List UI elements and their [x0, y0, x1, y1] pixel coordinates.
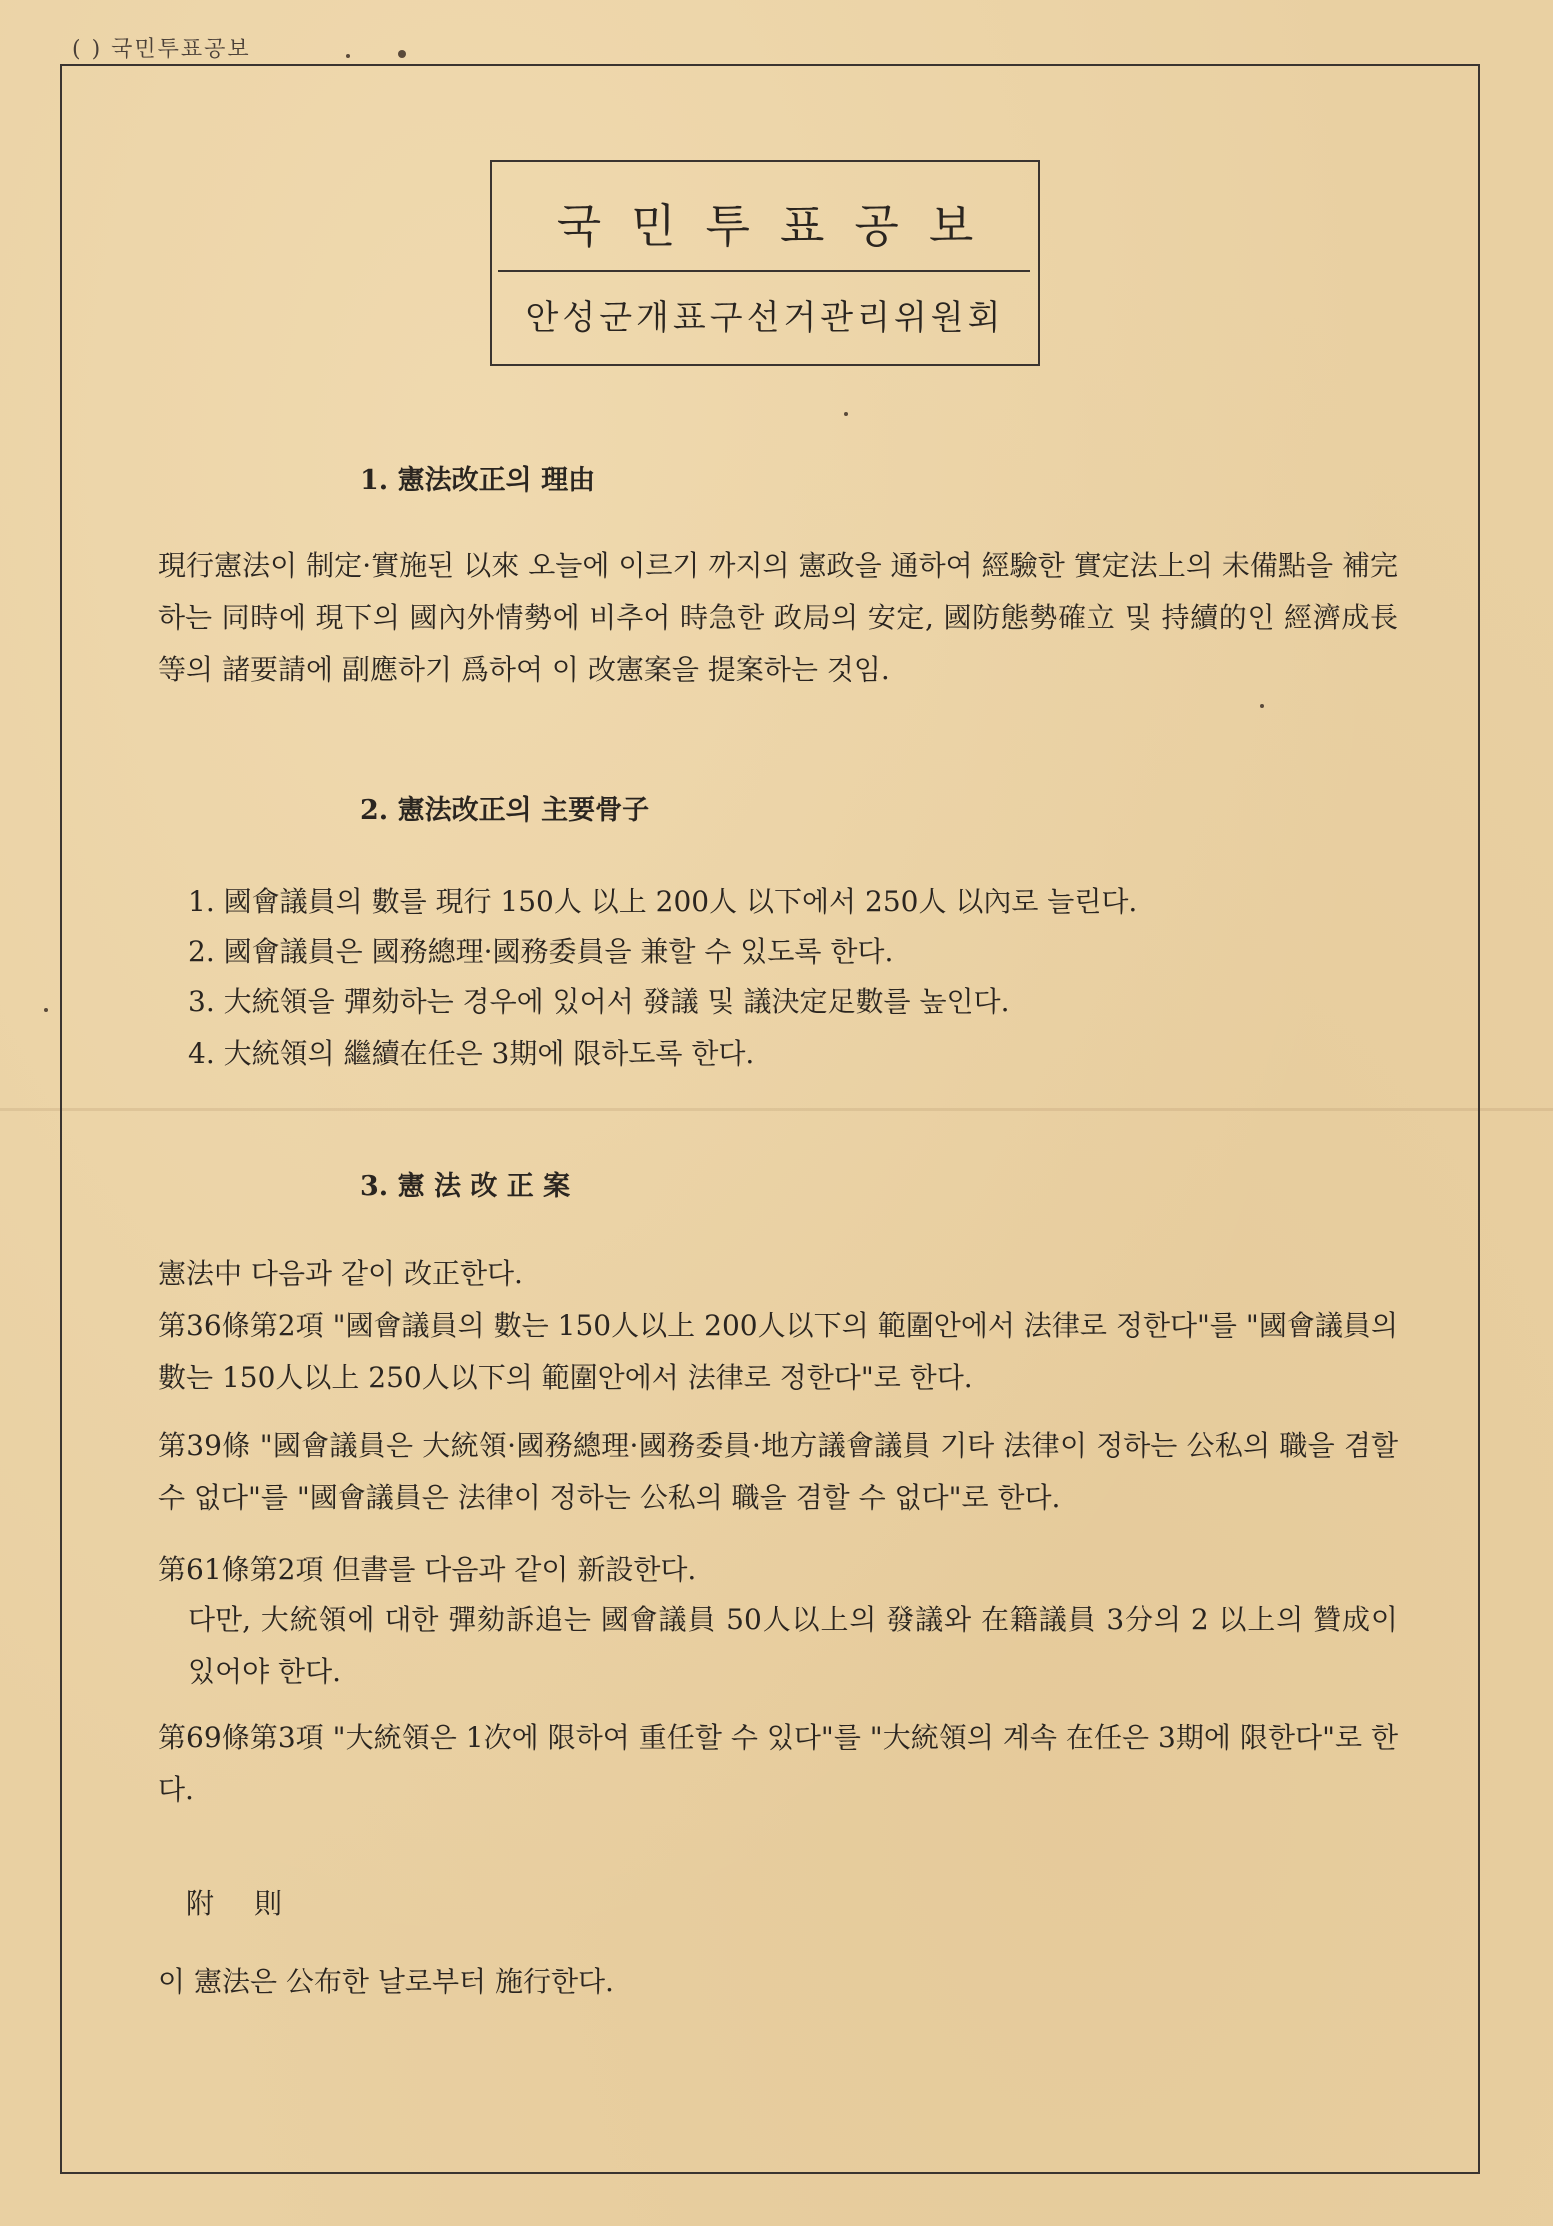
- supplementary-heading: 附則: [186, 1887, 323, 1920]
- title-box: [490, 160, 1040, 366]
- ink-speck: [44, 1008, 48, 1012]
- list-item: 2. 國會議員은 國務總理·國務委員을 兼할 수 있도록 한다.: [188, 935, 894, 968]
- page-title: 국민투표공보: [556, 199, 1004, 253]
- article-36-amendment: 第36條第2項 "國會議員의 數는 150人以上 200人以下의 範圍안에서 法律로 정한다"를 "國會議員의 數는 150人以上 250人以下의 範圍안에서 法律로 정한다"로 한다.: [158, 1309, 1398, 1394]
- header-label: ( ) 국민투표공보: [72, 37, 251, 62]
- section-3-heading: 3. 憲 法 改 正 案: [360, 1171, 571, 1202]
- list-item: 1. 國會議員의 數를 現行 150人 以上 200人 以下에서 250人 以內로 늘린다.: [188, 885, 1138, 918]
- page-frame: [60, 64, 1480, 2174]
- section-1-body: 現行憲法이 制定·實施된 以來 오늘에 이르기 까지의 憲政을 通하여 經驗한 實定法上의 未備點을 補完하는 同時에 現下의 國內外情勢에 비추어 時急한 政局의 安定, 國防態勢確立 및 持續的인 經濟成長等의 諸要請에 副應하기 爲하여 이 改憲案을 提案하는 것임.: [158, 549, 1398, 686]
- ink-speck: [398, 50, 406, 58]
- page-subtitle: 안성군개표구선거관리위원회: [525, 298, 1005, 338]
- article-61-amendment: 第61條第2項 但書를 다음과 같이 新設한다.: [158, 1553, 697, 1586]
- amendment-intro: 憲法中 다음과 같이 改正한다.: [158, 1257, 523, 1290]
- title-divider: [498, 270, 1030, 272]
- list-item: 4. 大統領의 繼續在任은 3期에 限하도록 한다.: [188, 1037, 755, 1070]
- article-69-amendment: 第69條第3項 "大統領은 1次에 限하여 重任할 수 있다"를 "大統領의 계속 在任은 3期에 限한다"로 한다.: [158, 1721, 1398, 1806]
- section-2-heading: 2. 憲法改正의 主要骨子: [360, 795, 650, 826]
- supplementary-body: 이 憲法은 公布한 날로부터 施行한다.: [158, 1965, 614, 1998]
- ink-speck: [346, 54, 350, 58]
- list-item: 3. 大統領을 彈劾하는 경우에 있어서 發議 및 議決定足數를 높인다.: [188, 985, 1010, 1018]
- article-61-proviso: 다만, 大統領에 대한 彈劾訴追는 國會議員 50人以上의 發議와 在籍議員 3分의 2 以上의 贊成이 있어야 한다.: [188, 1603, 1398, 1688]
- article-39-amendment: 第39條 "國會議員은 大統領·國務總理·國務委員·地方議會議員 기타 法律이 정하는 公私의 職을 겸할 수 없다"를 "國會議員은 法律이 정하는 公私의 職을 겸할 수 없다"로 한다.: [158, 1429, 1398, 1514]
- section-1-heading: 1. 憲法改正의 理由: [360, 465, 596, 496]
